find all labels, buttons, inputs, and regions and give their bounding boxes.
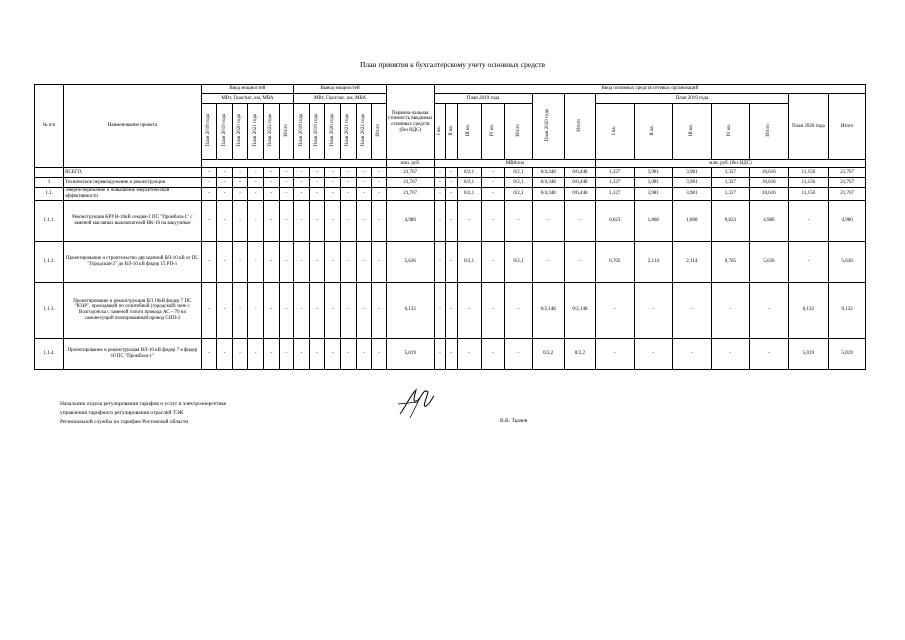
cell-power: - [264, 282, 280, 338]
cell-power: - [372, 188, 387, 201]
col-header-quarter [481, 104, 505, 160]
cell-quarter-mva: 0/2,1 [505, 178, 532, 188]
col-header-quarter-text: II кв. [448, 124, 454, 136]
cell-quarter-mva: - [434, 168, 445, 178]
cell-total-mva: 0/6,448 [564, 168, 595, 178]
col-header-initial-cost: Первона-чальная стоимость вводимых основных средств (без НДС) [386, 85, 434, 160]
cell-total-mva: 0/6,448 [564, 178, 595, 188]
cell-power: - [217, 282, 233, 338]
cell-project-name: Энергосбережение и повышение энергетической эффективности [64, 188, 201, 201]
cell-power: - [294, 200, 310, 241]
cell-quarter-mva: - [446, 188, 457, 201]
col-header-plan2019-b: План 2019 года [596, 94, 789, 104]
cell-project-name: Проектирование и реконструкция ВЛ 10кВ фидер 7 ПС "ЮЗР", проходящей по селитебной (городской) зоне г. Волгодонска с заменой голого провода АС – 70 на самонесущий изолированный провод СИП-3 [64, 282, 201, 338]
cell-total-rub: 21,767 [829, 168, 866, 178]
cell-quarter-rub: 1,327 [711, 178, 750, 188]
cell-total-mva: - [564, 241, 595, 282]
cell-initial-cost: 21,767 [386, 168, 434, 178]
cell-quarter-mva: 0/2,1 [505, 188, 532, 201]
cell-quarter-mva: - [481, 178, 505, 188]
col-header-year-text: План 2021 года [345, 113, 351, 147]
col-header-blank [201, 160, 386, 168]
cell-power: - [356, 178, 372, 188]
col-header-year [201, 104, 217, 160]
col-header-quarter-text: Итого [515, 123, 521, 137]
col-header-plan2019-a: План 2019 года [434, 94, 532, 104]
cell-quarter-rub: 0,623 [711, 200, 750, 241]
cell-initial-cost: 5,019 [386, 338, 434, 369]
cell-total-mva: 0/2,148 [564, 282, 595, 338]
cell-quarter-mva: - [505, 200, 532, 241]
col-header-vyvod: Вывод мощностей [294, 85, 387, 94]
col-header-itogo-b: Итого [829, 94, 866, 160]
cell-power: - [325, 282, 341, 338]
cell-power: - [325, 338, 341, 369]
cell-plan2020-rub: - [788, 241, 829, 282]
cell-quarter-mva: 0/2,1 [457, 241, 481, 282]
table-row [35, 200, 866, 241]
col-header-quarter-text: III кв. [466, 123, 472, 137]
cell-quarter-rub: 1,868 [673, 200, 712, 241]
cell-num: 1.1. [35, 188, 64, 201]
cell-total-rub: 21,767 [829, 188, 866, 201]
cell-quarter-mva: - [434, 178, 445, 188]
col-header-year [279, 104, 294, 160]
cell-quarter-mva: - [481, 241, 505, 282]
cell-quarter-rub: 3,981 [634, 178, 673, 188]
cell-num: 1.1.1. [35, 200, 64, 241]
cell-quarter-rub: - [750, 282, 789, 338]
cell-power: - [372, 282, 387, 338]
cell-power: - [248, 188, 264, 201]
cell-quarter-rub: 10,616 [750, 178, 789, 188]
cell-quarter-rub: 3,981 [673, 168, 712, 178]
cell-power: - [325, 241, 341, 282]
cell-quarter-mva: 0/2,1 [457, 178, 481, 188]
col-header-quarter-rub-text: Итого [765, 123, 771, 137]
cell-power: - [232, 338, 248, 369]
table-row [35, 188, 866, 201]
cell-quarter-mva: - [481, 200, 505, 241]
cell-quarter-rub: - [634, 282, 673, 338]
cell-power: - [232, 168, 248, 178]
cell-power: - [279, 200, 294, 241]
cell-power: - [309, 200, 325, 241]
cell-initial-cost: 21,767 [386, 188, 434, 201]
col-header-quarter-rub-text: I кв. [611, 125, 617, 135]
col-header-unit-mva: МВА/км [434, 160, 595, 168]
cell-plan2020-mva: 0/4,348 [532, 168, 564, 178]
cell-power: - [264, 178, 280, 188]
cell-total-rub: 5,636 [829, 241, 866, 282]
cell-power: - [341, 178, 357, 188]
cell-power: - [217, 241, 233, 282]
cell-quarter-rub: 1,327 [711, 168, 750, 178]
cell-total-mva: 0/6,448 [564, 188, 595, 201]
col-header-quarter-rub [673, 104, 712, 160]
cell-quarter-rub: 0,623 [596, 200, 635, 241]
cell-quarter-rub: - [711, 282, 750, 338]
cell-power: - [309, 178, 325, 188]
col-header-year-text: План 2022 года [361, 113, 367, 147]
cell-quarter-mva: - [446, 200, 457, 241]
cell-quarter-mva: - [505, 282, 532, 338]
col-header-quarter-text: IV кв. [490, 123, 496, 137]
col-header-unit-rub: млн. руб. [386, 160, 434, 168]
col-header-year-text: План 2020 года [237, 113, 243, 147]
cell-initial-cost: 6,132 [386, 282, 434, 338]
col-header-year-text: План 2018 года [298, 113, 304, 147]
table-row [35, 168, 866, 178]
col-header-year-text: План 2020 года [329, 113, 335, 147]
cell-power: - [201, 338, 217, 369]
cell-quarter-rub: 5,636 [750, 241, 789, 282]
cell-plan2020-mva: 0/4,348 [532, 178, 564, 188]
col-header-year-text: План 2019 года [314, 113, 320, 147]
cell-initial-cost: 21,767 [386, 178, 434, 188]
cell-quarter-mva: - [434, 338, 445, 369]
table-row [35, 282, 866, 338]
footer-line-3: Региональной службы по тарифам Ростовской области [60, 419, 189, 425]
cell-quarter-mva: - [434, 188, 445, 201]
col-header-plan2020-a [532, 94, 564, 160]
col-header-network: Ввод основных средств сетевых организаций [434, 85, 865, 94]
cell-power: - [309, 241, 325, 282]
cell-quarter-rub: 0,705 [596, 241, 635, 282]
cell-quarter-mva: 0/2,1 [457, 188, 481, 201]
cell-power: - [279, 338, 294, 369]
col-header-plan2020-a-text: План 2020 года [545, 108, 551, 142]
cell-quarter-mva: - [434, 200, 445, 241]
col-header-vvod: Ввод мощностей [201, 85, 294, 94]
col-header-year [294, 104, 310, 160]
table-row [35, 178, 866, 188]
cell-power: - [309, 188, 325, 201]
cell-quarter-rub: - [711, 338, 750, 369]
cell-quarter-rub: 4,980 [750, 200, 789, 241]
col-header-itogo-a [564, 94, 595, 160]
col-header-quarter [434, 104, 445, 160]
cell-quarter-rub: 1,327 [711, 188, 750, 201]
cell-power: - [341, 188, 357, 201]
cell-initial-cost: 4,980 [386, 200, 434, 241]
col-header-quarter-rub [596, 104, 635, 160]
cell-quarter-mva: - [446, 168, 457, 178]
footer-line-2: управления тарифного регулирования отраслей ТЭК [60, 410, 184, 416]
cell-power: - [325, 178, 341, 188]
cell-plan2020-mva: 0/4,348 [532, 188, 564, 201]
cell-power: - [372, 241, 387, 282]
cell-power: - [232, 241, 248, 282]
cell-plan2020-mva: 0/2,2 [532, 338, 564, 369]
cell-plan2020-rub: 11,150 [788, 168, 829, 178]
cell-power: - [294, 282, 310, 338]
cell-quarter-rub: - [634, 338, 673, 369]
cell-power: - [279, 178, 294, 188]
cell-power: - [248, 178, 264, 188]
footer-signature-block [60, 400, 226, 427]
cell-power: - [279, 168, 294, 178]
document-title: План принятия к бухгалтерскому учету основных средств [359, 60, 546, 69]
cell-quarter-rub: - [673, 338, 712, 369]
col-header-quarter [457, 104, 481, 160]
cell-power: - [341, 282, 357, 338]
cell-project-name: Проектирование и строительство двухцепной ВЛ-10 кВ от ПС "Городская-2" до ВЛ-10 кВ фидер 15 РП-1 [64, 241, 201, 282]
plan-table [34, 84, 866, 370]
cell-quarter-rub: 3,981 [634, 188, 673, 201]
col-header-year [264, 104, 280, 160]
cell-power: - [217, 168, 233, 178]
cell-project-name: Проектирование и реконструкция ВЛ-10 кВ фидер 7 в фидер 10 ПС "Промбаза-1" [64, 338, 201, 369]
col-header-year [325, 104, 341, 160]
handwritten-signature [396, 384, 436, 420]
cell-quarter-rub: 2,114 [634, 241, 673, 282]
col-header-year-text: План 2021 года [252, 113, 258, 147]
cell-num: I [35, 178, 64, 188]
cell-project-name: ВСЕГО, [64, 168, 201, 178]
cell-power: - [341, 200, 357, 241]
cell-power: - [309, 168, 325, 178]
cell-plan2020-rub: 11,150 [788, 178, 829, 188]
cell-power: - [356, 168, 372, 178]
col-header-quarter-rub-text: III кв. [688, 123, 694, 137]
cell-quarter-rub: - [750, 338, 789, 369]
cell-power: - [356, 200, 372, 241]
cell-power: - [294, 168, 310, 178]
cell-quarter-rub: 10,616 [750, 168, 789, 178]
cell-num [35, 168, 64, 178]
col-header-year [341, 104, 357, 160]
col-header-quarter [446, 104, 457, 160]
cell-power: - [325, 200, 341, 241]
cell-power: - [372, 200, 387, 241]
cell-power: - [264, 188, 280, 201]
cell-power: - [279, 241, 294, 282]
cell-quarter-rub: 3,981 [673, 178, 712, 188]
cell-quarter-rub: 1,327 [596, 178, 635, 188]
cell-quarter-mva: - [457, 200, 481, 241]
cell-quarter-mva: - [434, 282, 445, 338]
cell-project-name: Техническое перевооружение и реконструкция [64, 178, 201, 188]
cell-power: - [217, 200, 233, 241]
cell-quarter-mva: - [481, 188, 505, 201]
cell-quarter-mva: - [481, 282, 505, 338]
signer-name: В.В. Ткачев [500, 418, 528, 424]
col-header-year-text: Итого [376, 123, 382, 137]
cell-quarter-rub: 0,705 [711, 241, 750, 282]
col-header-year-text: План 2022 года [268, 113, 274, 147]
cell-power: - [325, 188, 341, 201]
footer-line-1: Начальник отдела регулирования тарифов и услуг в электроэнергетике [60, 401, 227, 407]
cell-quarter-mva: - [446, 178, 457, 188]
col-header-year [309, 104, 325, 160]
cell-power: - [248, 338, 264, 369]
col-header-year [248, 104, 264, 160]
cell-power: - [232, 178, 248, 188]
cell-quarter-mva: - [457, 338, 481, 369]
cell-total-mva: 0/2,2 [564, 338, 595, 369]
cell-power: - [248, 200, 264, 241]
cell-power: - [356, 188, 372, 201]
cell-quarter-mva: - [446, 241, 457, 282]
cell-power: - [248, 241, 264, 282]
col-header-unit-rub-nds: млн. руб. (без НДС) [596, 160, 866, 168]
cell-power: - [201, 178, 217, 188]
cell-quarter-rub: 3,981 [634, 168, 673, 178]
cell-quarter-mva: - [446, 282, 457, 338]
cell-quarter-rub: - [596, 282, 635, 338]
cell-quarter-mva: - [434, 241, 445, 282]
cell-power: - [264, 168, 280, 178]
cell-quarter-rub: 1,327 [596, 188, 635, 201]
cell-power: - [279, 282, 294, 338]
cell-power: - [341, 168, 357, 178]
cell-power: - [279, 188, 294, 201]
cell-plan2020-rub: - [788, 200, 829, 241]
cell-plan2020-mva: 0/2,148 [532, 282, 564, 338]
cell-power: - [217, 338, 233, 369]
cell-power: - [341, 338, 357, 369]
cell-quarter-mva: - [446, 338, 457, 369]
cell-power: - [201, 241, 217, 282]
cell-power: - [294, 178, 310, 188]
cell-power: - [248, 168, 264, 178]
cell-num: 1.1.4. [35, 338, 64, 369]
col-header-quarter-rub [711, 104, 750, 160]
col-header-year [372, 104, 387, 160]
cell-power: - [294, 188, 310, 201]
cell-power: - [372, 168, 387, 178]
cell-quarter-mva: - [481, 338, 505, 369]
col-header-quarter [505, 104, 532, 160]
cell-power: - [372, 338, 387, 369]
cell-project-name: Реконструкция КРУН-10кВ секция-1 ПС "Промбаза-1" с заменой масляных выключателей ВК-10 на вакуумные [64, 200, 201, 241]
col-header-quarter-rub-text: II кв. [650, 124, 656, 136]
cell-power: - [294, 241, 310, 282]
cell-power: - [232, 282, 248, 338]
cell-total-rub: 4,980 [829, 200, 866, 241]
col-header-units-vvod: МВт, Гкал/час, км, МВА [201, 94, 294, 104]
cell-power: - [248, 282, 264, 338]
cell-power: - [217, 188, 233, 201]
cell-power: - [201, 282, 217, 338]
cell-power: - [309, 282, 325, 338]
cell-power: - [264, 241, 280, 282]
cell-quarter-rub: 10,616 [750, 188, 789, 201]
cell-power: - [264, 338, 280, 369]
col-header-quarter-rub [750, 104, 789, 160]
cell-num: 1.1.2. [35, 241, 64, 282]
cell-power: - [294, 338, 310, 369]
col-header-quarter-rub-text: IV кв. [727, 123, 733, 137]
cell-quarter-rub: 2,114 [673, 241, 712, 282]
cell-plan2020-rub: 11,150 [788, 188, 829, 201]
cell-quarter-mva: 0/2,1 [505, 168, 532, 178]
col-header-year-text: Итого [283, 123, 289, 137]
cell-total-rub: 21,767 [829, 178, 866, 188]
col-header-year-text: План 2018 года [205, 113, 211, 147]
col-header-units-vyvod: МВт, Гкал/час, км, МВА [294, 94, 387, 104]
col-header-year [232, 104, 248, 160]
cell-quarter-mva: - [505, 338, 532, 369]
cell-quarter-rub: 1,327 [596, 168, 635, 178]
cell-plan2020-rub: 5,019 [788, 338, 829, 369]
cell-quarter-mva: 0/2,1 [457, 168, 481, 178]
col-header-num: № п/п [35, 85, 64, 168]
cell-power: - [341, 241, 357, 282]
cell-quarter-mva: - [481, 168, 505, 178]
col-header-quarter-rub [634, 104, 673, 160]
col-header-year [356, 104, 372, 160]
cell-power: - [356, 241, 372, 282]
table-row [35, 338, 866, 369]
cell-quarter-rub: - [673, 282, 712, 338]
table-row [35, 241, 866, 282]
cell-power: - [232, 188, 248, 201]
col-header-year [217, 104, 233, 160]
cell-initial-cost: 5,636 [386, 241, 434, 282]
col-header-itogo-a-text: Итого [577, 118, 583, 132]
cell-power: - [356, 282, 372, 338]
col-header-plan2020-b: План 2020 года [788, 94, 829, 160]
cell-power: - [356, 338, 372, 369]
cell-total-mva: - [564, 200, 595, 241]
cell-power: - [232, 200, 248, 241]
cell-plan2020-rub: 6,132 [788, 282, 829, 338]
cell-plan2020-mva: - [532, 200, 564, 241]
cell-quarter-rub: - [596, 338, 635, 369]
cell-power: - [217, 178, 233, 188]
cell-power: - [309, 338, 325, 369]
cell-quarter-mva: 0/2,1 [505, 241, 532, 282]
cell-plan2020-mva: - [532, 241, 564, 282]
col-header-quarter-text: I кв. [437, 125, 443, 135]
cell-power: - [372, 178, 387, 188]
cell-quarter-mva: - [457, 282, 481, 338]
cell-total-rub: 6,132 [829, 282, 866, 338]
cell-power: - [201, 188, 217, 201]
cell-quarter-rub: 1,868 [634, 200, 673, 241]
cell-power: - [325, 168, 341, 178]
col-header-name: Наименование проекта [64, 85, 201, 168]
cell-total-rub: 5,019 [829, 338, 866, 369]
cell-power: - [201, 200, 217, 241]
cell-num: 1.1.3. [35, 282, 64, 338]
cell-power: - [201, 168, 217, 178]
cell-power: - [264, 200, 280, 241]
col-header-year-text: План 2019 года [221, 113, 227, 147]
cell-quarter-rub: 3,981 [673, 188, 712, 201]
